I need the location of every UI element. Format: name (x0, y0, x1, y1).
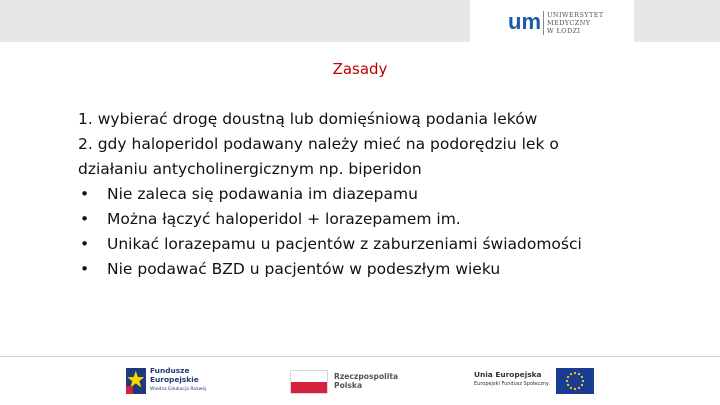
eu-star-icon (581, 376, 583, 378)
university-name-line-3: W ŁODZI (547, 27, 581, 35)
text-line-2: 2. gdy haloperidol podawany należy mieć na podorędziu lek o (78, 135, 559, 153)
eu-star-icon (574, 388, 576, 390)
bullet-item (78, 207, 698, 232)
eu-flag-icon (556, 368, 594, 394)
bullet-text: Unikać lorazepamu u pacjentów z zaburzeniami świadomości (107, 235, 582, 253)
footer-divider (0, 356, 720, 357)
eu-star-icon (578, 387, 580, 389)
eu-star-icon (567, 376, 569, 378)
text-line-1: 1. wybierać drogę doustną lub domięśniową podania leków (78, 110, 538, 128)
ue-fund: Europejski Fundusz Społeczny (474, 381, 549, 387)
eu-star-icon (567, 384, 569, 386)
fundusze-europejskie-logo (126, 364, 218, 398)
bullet-text: Nie zaleca się podawania im diazepamu (107, 185, 418, 203)
fe-star-icon (126, 364, 148, 396)
um-logo-mark (508, 11, 542, 33)
bullet-icon: • (80, 260, 90, 278)
slide-content (78, 107, 698, 282)
eu-star-icon (566, 380, 568, 382)
university-name-line-2: MEDYCZNY (547, 19, 591, 27)
svg-text:um: um (508, 11, 541, 33)
bullet-icon: • (80, 210, 90, 228)
rzeczpospolita-polska-logo (290, 370, 410, 396)
eu-star-icon (578, 373, 580, 375)
logo-divider (543, 11, 544, 35)
fe-line-2: Europejskie (150, 374, 199, 384)
polish-flag-icon (290, 370, 328, 394)
eu-star-icon (581, 384, 583, 386)
rp-name (334, 372, 398, 390)
ue-name: Unia Europejska (474, 370, 542, 379)
bullet-item (78, 182, 698, 207)
eu-star-icon (570, 387, 572, 389)
eu-star-icon (582, 380, 584, 382)
bullet-item (78, 257, 698, 282)
fe-name (150, 367, 199, 384)
text-line-3: działaniu antycholinergicznym np. biperidon (78, 160, 422, 178)
bullet-icon: • (80, 185, 90, 203)
eu-star-icon (574, 372, 576, 374)
unia-europejska-logo (474, 368, 598, 396)
bullet-item (78, 232, 698, 257)
bullet-text: Nie podawać BZD u pacjentów w podeszłym wieku (107, 260, 501, 278)
fe-program: Wiedza Edukacja Rozwój (150, 387, 207, 392)
fe-line-1: Fundusze (150, 366, 190, 375)
bullet-icon: • (80, 235, 90, 253)
rp-line-1: Rzeczpospolita (334, 372, 399, 381)
university-name (547, 11, 604, 35)
slide-title: Zasady (332, 60, 388, 78)
bullet-text: Można łączyć haloperidol + lorazepamem im. (107, 210, 461, 228)
rp-line-2: Polska (334, 381, 363, 390)
eu-star-icon (570, 373, 572, 375)
university-name-line-1: UNIWERSYTET (547, 11, 604, 19)
